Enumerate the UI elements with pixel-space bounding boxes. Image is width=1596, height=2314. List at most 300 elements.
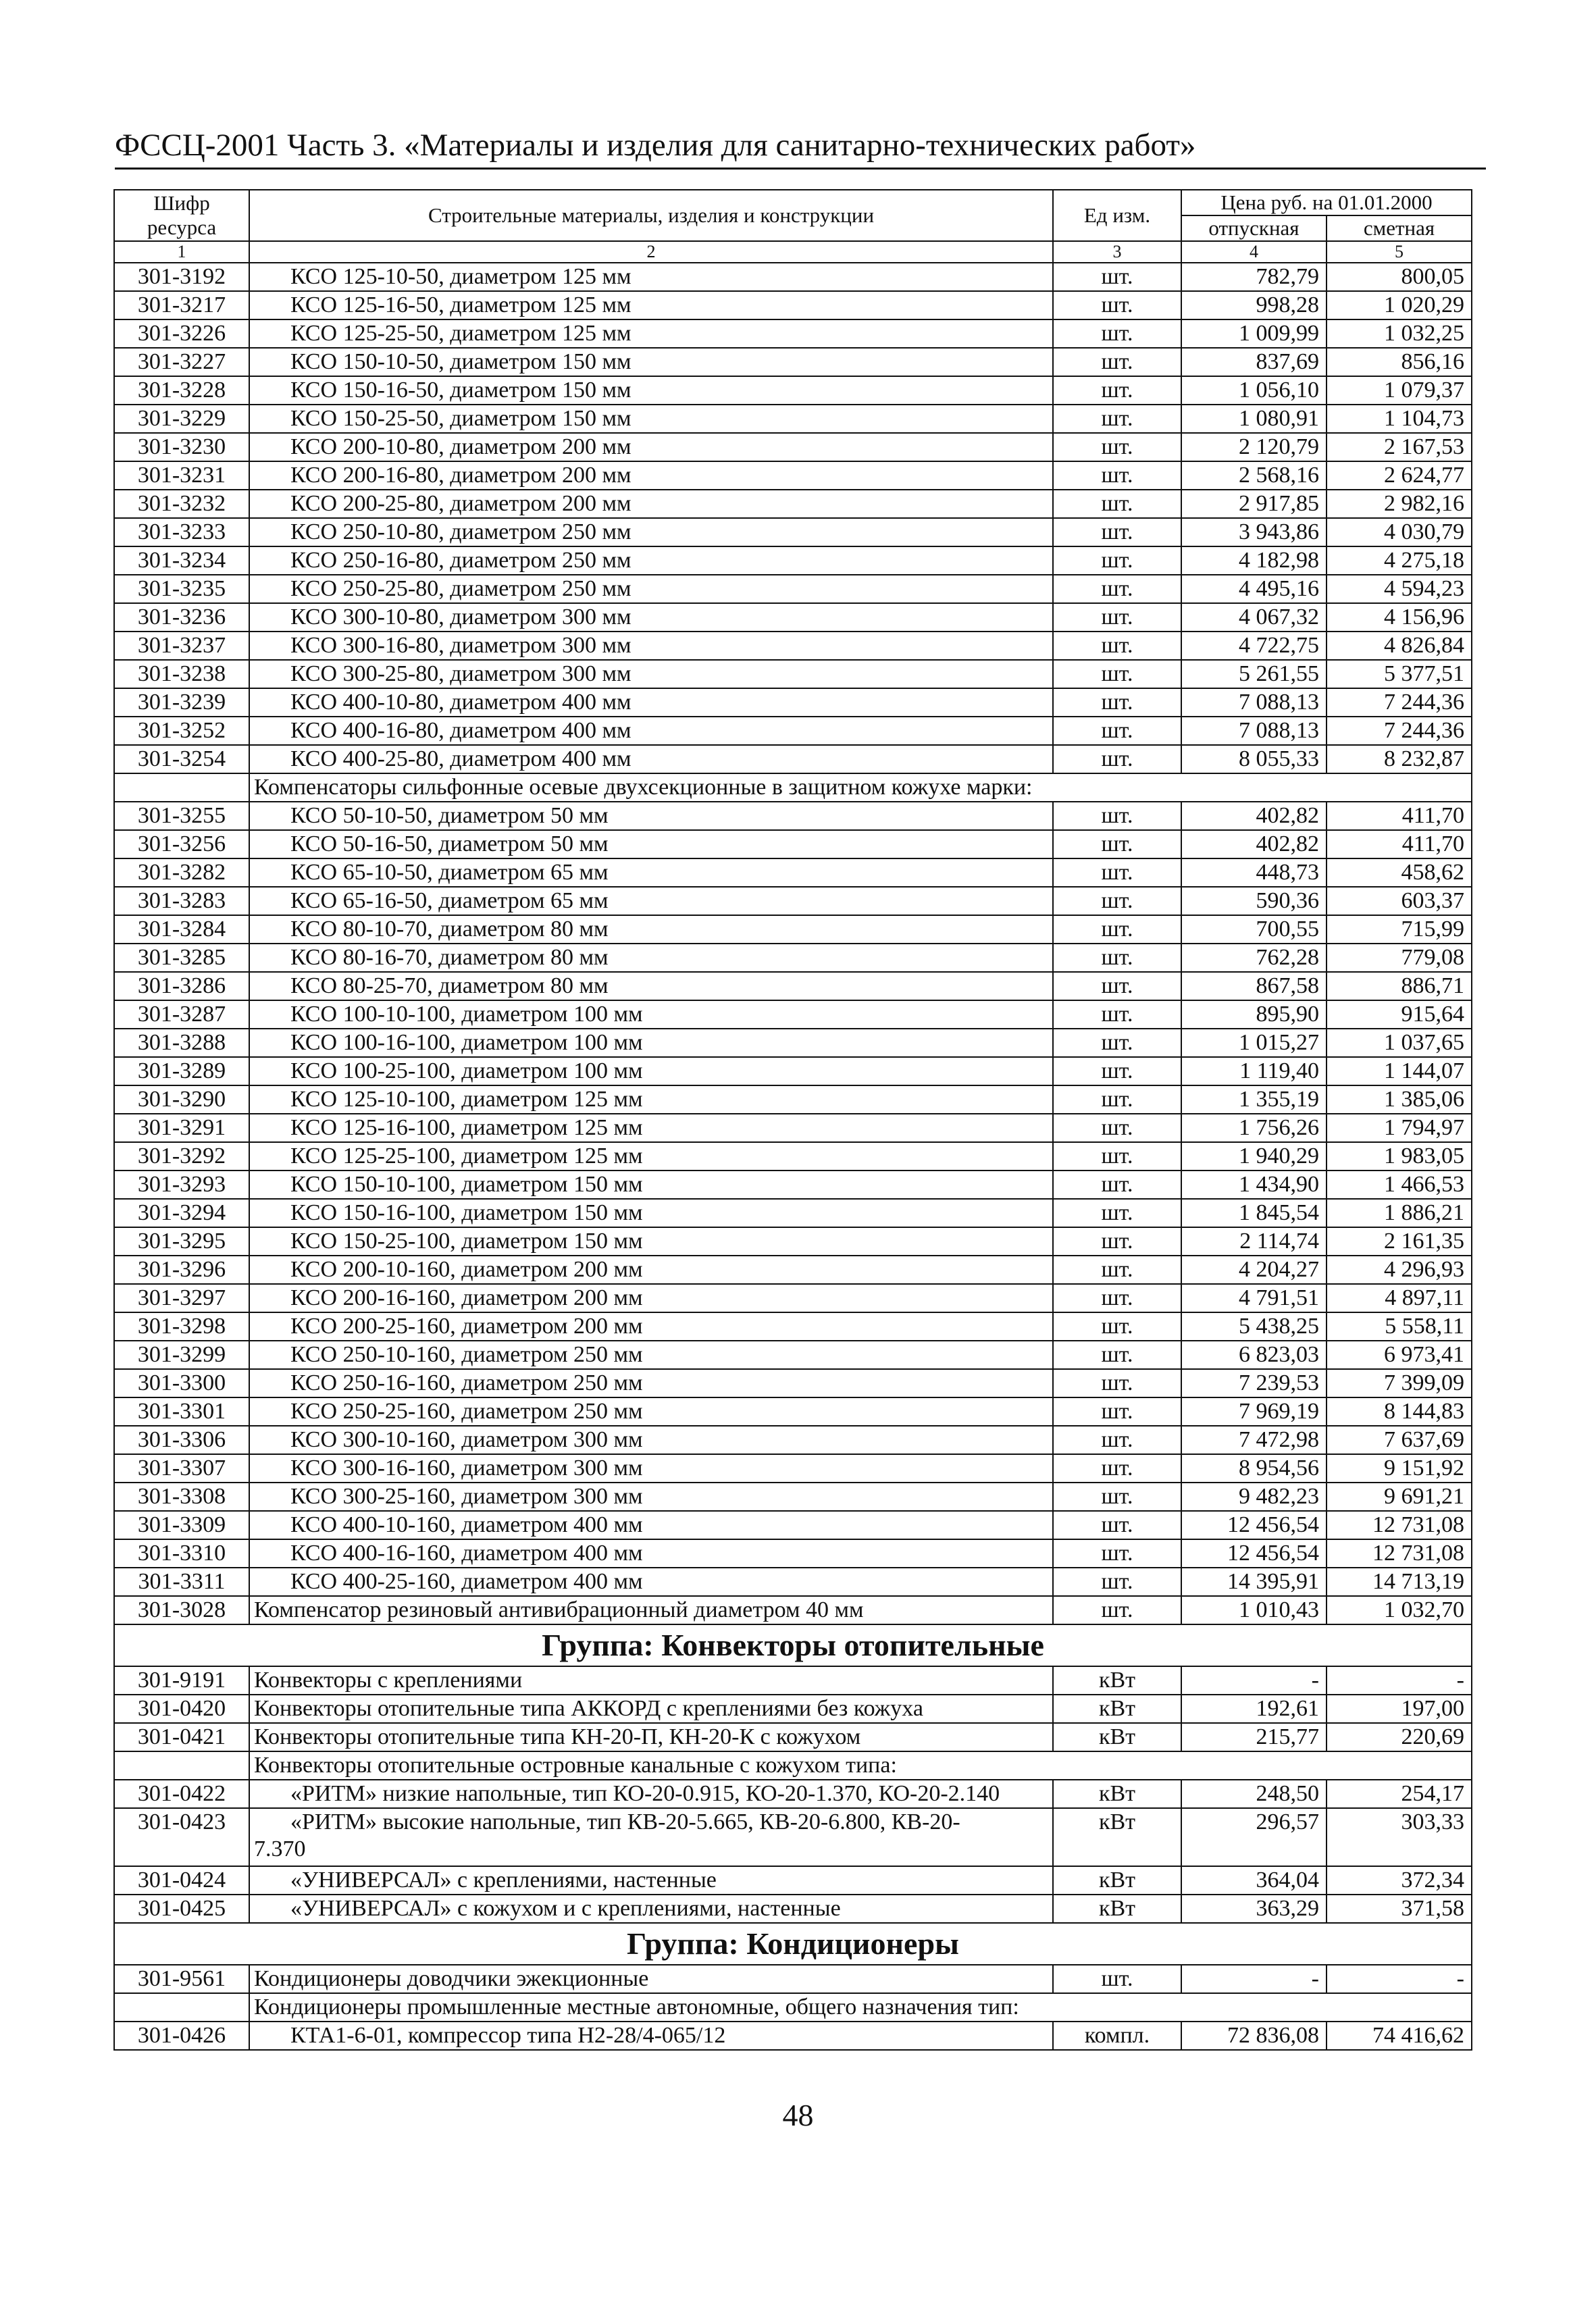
material-name (249, 1808, 1053, 1866)
estimate-price: 7 244,36 (1327, 717, 1472, 745)
table-row (114, 1596, 1472, 1624)
material-name: КСО 80-16-70, диаметром 80 мм (249, 944, 1053, 972)
unit: шт. (1053, 319, 1181, 348)
release-price: 782,79 (1181, 263, 1327, 291)
estimate-price: 4 826,84 (1327, 632, 1472, 660)
material-name: КСО 150-10-100, диаметром 150 мм (249, 1171, 1053, 1199)
material-name: Конвекторы отопительные типа АККОРД с креплениями без кожуха (249, 1695, 1053, 1723)
table-row (114, 1483, 1472, 1511)
table-row (114, 518, 1472, 546)
unit: кВт (1053, 1780, 1181, 1808)
table-row (114, 405, 1472, 433)
unit: шт. (1053, 1284, 1181, 1312)
table-row (114, 1397, 1472, 1426)
release-price: 3 943,86 (1181, 518, 1327, 546)
price-table (113, 189, 1472, 2051)
estimate-price: 9 691,21 (1327, 1483, 1472, 1511)
table-row (114, 1341, 1472, 1369)
table-row (114, 575, 1472, 603)
material-name: КСО 400-25-160, диаметром 400 мм (249, 1568, 1053, 1596)
release-price: 1 940,29 (1181, 1142, 1327, 1171)
unit: шт. (1053, 1312, 1181, 1341)
estimate-price: 4 156,96 (1327, 603, 1472, 632)
unit: шт. (1053, 1397, 1181, 1426)
resource-code: 301-3288 (114, 1029, 249, 1057)
estimate-price: 14 713,19 (1327, 1568, 1472, 1596)
table-row (114, 1199, 1472, 1227)
unit: шт. (1053, 1142, 1181, 1171)
estimate-price: 372,34 (1327, 1866, 1472, 1895)
subheading: Кондиционеры промышленные местные автономные, общего назначения тип: (249, 1993, 1472, 2022)
resource-code: 301-3284 (114, 915, 249, 944)
table-row (114, 1723, 1472, 1751)
unit: шт. (1053, 944, 1181, 972)
release-price: 2 568,16 (1181, 461, 1327, 490)
page-number: 48 (782, 2098, 814, 2132)
material-name: КСО 125-16-50, диаметром 125 мм (249, 291, 1053, 319)
table-row (114, 802, 1472, 830)
material-name: КСО 65-10-50, диаметром 65 мм (249, 858, 1053, 887)
resource-code: 301-3287 (114, 1000, 249, 1029)
estimate-price: 6 973,41 (1327, 1341, 1472, 1369)
resource-code: 301-3235 (114, 575, 249, 603)
unit: шт. (1053, 688, 1181, 717)
release-price: 1 015,27 (1181, 1029, 1327, 1057)
release-price: - (1181, 1965, 1327, 1993)
release-price: 1 010,43 (1181, 1596, 1327, 1624)
estimate-price: 5 377,51 (1327, 660, 1472, 688)
header-rule (115, 168, 1486, 170)
release-price: 12 456,54 (1181, 1539, 1327, 1568)
unit: шт. (1053, 915, 1181, 944)
unit: компл. (1053, 2022, 1181, 2050)
table-row (114, 1114, 1472, 1142)
material-name: КСО 300-25-160, диаметром 300 мм (249, 1483, 1053, 1511)
unit: кВт (1053, 1895, 1181, 1923)
unit: шт. (1053, 660, 1181, 688)
estimate-price: 7 244,36 (1327, 688, 1472, 717)
material-name: КСО 125-16-100, диаметром 125 мм (249, 1114, 1053, 1142)
unit: кВт (1053, 1666, 1181, 1695)
release-price: 1 080,91 (1181, 405, 1327, 433)
estimate-price: 4 275,18 (1327, 546, 1472, 575)
estimate-price: 1 032,70 (1327, 1596, 1472, 1624)
release-price: 9 482,23 (1181, 1483, 1327, 1511)
table-row (114, 688, 1472, 717)
table-row (114, 1171, 1472, 1199)
release-price: 5 261,55 (1181, 660, 1327, 688)
material-name: КСО 400-10-160, диаметром 400 мм (249, 1511, 1053, 1539)
resource-code: 301-3298 (114, 1312, 249, 1341)
unit: шт. (1053, 1199, 1181, 1227)
table-row (114, 263, 1472, 291)
release-price: 8 055,33 (1181, 745, 1327, 773)
unit: шт. (1053, 376, 1181, 405)
material-name: КСО 150-16-50, диаметром 150 мм (249, 376, 1053, 405)
material-name-line: «РИТМ» высокие напольные, тип КВ-20-5.665, КВ-20-6.800, КВ-20- (290, 1809, 960, 1834)
resource-code: 301-3028 (114, 1596, 249, 1624)
estimate-price: 800,05 (1327, 263, 1472, 291)
unit: шт. (1053, 1227, 1181, 1256)
resource-code: 301-3295 (114, 1227, 249, 1256)
estimate-price: 197,00 (1327, 1695, 1472, 1723)
release-price: 8 954,56 (1181, 1454, 1327, 1483)
estimate-price: 458,62 (1327, 858, 1472, 887)
resource-code: 301-3282 (114, 858, 249, 887)
resource-code: 301-3230 (114, 433, 249, 461)
price-table-container (113, 189, 1471, 2051)
resource-code: 301-3217 (114, 291, 249, 319)
material-name: КСО 100-10-100, диаметром 100 мм (249, 1000, 1053, 1029)
unit: шт. (1053, 263, 1181, 291)
table-header-row (114, 190, 1472, 215)
estimate-price: - (1327, 1666, 1472, 1695)
resource-code: 301-3307 (114, 1454, 249, 1483)
col-header-unit: Ед изм. (1053, 190, 1181, 241)
resource-code: 301-3238 (114, 660, 249, 688)
col-number: 4 (1181, 241, 1327, 263)
release-price: 448,73 (1181, 858, 1327, 887)
estimate-price: 915,64 (1327, 1000, 1472, 1029)
release-price: 837,69 (1181, 348, 1327, 376)
resource-code: 301-3239 (114, 688, 249, 717)
resource-code: 301-0426 (114, 2022, 249, 2050)
unit: шт. (1053, 1369, 1181, 1397)
unit: шт. (1053, 972, 1181, 1000)
table-body (114, 263, 1472, 2050)
estimate-price: 411,70 (1327, 802, 1472, 830)
material-name: КСО 300-16-160, диаметром 300 мм (249, 1454, 1053, 1483)
material-name: КСО 250-10-80, диаметром 250 мм (249, 518, 1053, 546)
resource-code: 301-3290 (114, 1085, 249, 1114)
table-row (114, 461, 1472, 490)
table-row (114, 490, 1472, 518)
release-price: 4 722,75 (1181, 632, 1327, 660)
unit: шт. (1053, 1539, 1181, 1568)
estimate-price: 1 144,07 (1327, 1057, 1472, 1085)
col-number: 1 (114, 241, 249, 263)
release-price: 4 495,16 (1181, 575, 1327, 603)
unit: шт. (1053, 1256, 1181, 1284)
table-row (114, 1369, 1472, 1397)
table-row (114, 1284, 1472, 1312)
table-row (114, 745, 1472, 773)
material-name: КСО 400-25-80, диаметром 400 мм (249, 745, 1053, 773)
material-name: КСО 200-25-160, диаметром 200 мм (249, 1312, 1053, 1341)
release-price: 867,58 (1181, 972, 1327, 1000)
material-name: КСО 200-10-80, диаметром 200 мм (249, 433, 1053, 461)
resource-code: 301-3291 (114, 1114, 249, 1142)
group-heading-row (114, 1923, 1472, 1965)
col-header-name: Строительные материалы, изделия и конструкции (249, 190, 1053, 241)
release-price: 4 067,32 (1181, 603, 1327, 632)
material-name: КСО 250-16-80, диаметром 250 мм (249, 546, 1053, 575)
estimate-price: 220,69 (1327, 1723, 1472, 1751)
release-price: 590,36 (1181, 887, 1327, 915)
release-price: 1 009,99 (1181, 319, 1327, 348)
release-price: - (1181, 1666, 1327, 1695)
table-row (114, 376, 1472, 405)
estimate-price: 886,71 (1327, 972, 1472, 1000)
estimate-price: 5 558,11 (1327, 1312, 1472, 1341)
material-name: КСО 100-25-100, диаметром 100 мм (249, 1057, 1053, 1085)
resource-code: 301-0423 (114, 1808, 249, 1866)
release-price: 402,82 (1181, 802, 1327, 830)
subheading: Конвекторы отопительные островные канальные с кожухом типа: (249, 1751, 1472, 1780)
resource-code: 301-3254 (114, 745, 249, 773)
material-name: КСО 400-16-80, диаметром 400 мм (249, 717, 1053, 745)
table-row (114, 887, 1472, 915)
estimate-price: 4 296,93 (1327, 1256, 1472, 1284)
resource-code: 301-3192 (114, 263, 249, 291)
release-price: 296,57 (1181, 1808, 1327, 1866)
material-name-line: 7.370 (254, 1836, 306, 1861)
unit: кВт (1053, 1695, 1181, 1723)
table-row (114, 1029, 1472, 1057)
release-price: 192,61 (1181, 1695, 1327, 1723)
resource-code: 301-3236 (114, 603, 249, 632)
table-row (114, 1511, 1472, 1539)
resource-code: 301-3231 (114, 461, 249, 490)
table-row (114, 1666, 1472, 1695)
table-row (114, 717, 1472, 745)
subheading: Компенсаторы сильфонные осевые двухсекционные в защитном кожухе марки: (249, 773, 1472, 802)
material-name: КСО 80-25-70, диаметром 80 мм (249, 972, 1053, 1000)
estimate-price: 7 637,69 (1327, 1426, 1472, 1454)
table-row (114, 1312, 1472, 1341)
estimate-price: 2 167,53 (1327, 433, 1472, 461)
unit: шт. (1053, 1426, 1181, 1454)
material-name: КСО 200-16-160, диаметром 200 мм (249, 1284, 1053, 1312)
resource-code: 301-3232 (114, 490, 249, 518)
material-name: КСО 150-16-100, диаметром 150 мм (249, 1199, 1053, 1227)
release-price: 7 088,13 (1181, 717, 1327, 745)
release-price: 895,90 (1181, 1000, 1327, 1029)
material-name: КСО 250-25-160, диаметром 250 мм (249, 1397, 1053, 1426)
resource-code: 301-3227 (114, 348, 249, 376)
estimate-price: 1 037,65 (1327, 1029, 1472, 1057)
material-name: КСО 400-16-160, диаметром 400 мм (249, 1539, 1053, 1568)
table-row (114, 830, 1472, 858)
material-name: КСО 250-16-160, диаметром 250 мм (249, 1369, 1053, 1397)
subheading-row (114, 1751, 1472, 1780)
table-row (114, 972, 1472, 1000)
material-name: Кондиционеры доводчики эжекционные (249, 1965, 1053, 1993)
estimate-price: 12 731,08 (1327, 1539, 1472, 1568)
release-price: 1 355,19 (1181, 1085, 1327, 1114)
resource-code: 301-3292 (114, 1142, 249, 1171)
col-header-price: Цена руб. на 01.01.2000 (1181, 190, 1472, 215)
unit: шт. (1053, 518, 1181, 546)
unit: шт. (1053, 1114, 1181, 1142)
release-price: 2 120,79 (1181, 433, 1327, 461)
table-row (114, 1808, 1472, 1866)
table-row (114, 1695, 1472, 1723)
table-row (114, 1142, 1472, 1171)
resource-code: 301-3301 (114, 1397, 249, 1426)
col-number: 3 (1053, 241, 1181, 263)
material-name: Конвекторы с креплениями (249, 1666, 1053, 1695)
estimate-price: 1 466,53 (1327, 1171, 1472, 1199)
estimate-price: 2 982,16 (1327, 490, 1472, 518)
unit: шт. (1053, 745, 1181, 773)
material-name: «УНИВЕРСАЛ» с креплениями, настенные (249, 1866, 1053, 1895)
unit: кВт (1053, 1866, 1181, 1895)
material-name: КСО 100-16-100, диаметром 100 мм (249, 1029, 1053, 1057)
release-price: 12 456,54 (1181, 1511, 1327, 1539)
unit: шт. (1053, 632, 1181, 660)
estimate-price: 4 594,23 (1327, 575, 1472, 603)
release-price: 1 845,54 (1181, 1199, 1327, 1227)
material-name: Конвекторы отопительные типа КН-20-П, КН-20-К с кожухом (249, 1723, 1053, 1751)
resource-code: 301-3294 (114, 1199, 249, 1227)
subheading-row (114, 1993, 1472, 2022)
unit: шт. (1053, 1454, 1181, 1483)
resource-code: 301-3308 (114, 1483, 249, 1511)
table-row (114, 2022, 1472, 2050)
material-name: КСО 150-25-50, диаметром 150 мм (249, 405, 1053, 433)
estimate-price: 8 232,87 (1327, 745, 1472, 773)
material-name: КСО 400-10-80, диаметром 400 мм (249, 688, 1053, 717)
material-name: КСО 300-25-80, диаметром 300 мм (249, 660, 1053, 688)
estimate-price: 1 983,05 (1327, 1142, 1472, 1171)
material-name: Компенсатор резиновый антивибрационный диаметром 40 мм (249, 1596, 1053, 1624)
release-price: 363,29 (1181, 1895, 1327, 1923)
material-name: КСО 200-16-80, диаметром 200 мм (249, 461, 1053, 490)
table-row (114, 348, 1472, 376)
resource-code: 301-0420 (114, 1695, 249, 1723)
unit: шт. (1053, 1483, 1181, 1511)
estimate-price: 1 020,29 (1327, 291, 1472, 319)
estimate-price: 1 079,37 (1327, 376, 1472, 405)
estimate-price: 856,16 (1327, 348, 1472, 376)
table-row (114, 1085, 1472, 1114)
estimate-price: 2 161,35 (1327, 1227, 1472, 1256)
material-name: КСО 50-10-50, диаметром 50 мм (249, 802, 1053, 830)
material-name: КСО 80-10-70, диаметром 80 мм (249, 915, 1053, 944)
release-price: 700,55 (1181, 915, 1327, 944)
resource-code: 301-0421 (114, 1723, 249, 1751)
resource-code: 301-0425 (114, 1895, 249, 1923)
release-price: 7 969,19 (1181, 1397, 1327, 1426)
table-row (114, 1000, 1472, 1029)
estimate-price: 1 886,21 (1327, 1199, 1472, 1227)
resource-code: 301-3289 (114, 1057, 249, 1085)
material-name: КСО 300-10-160, диаметром 300 мм (249, 1426, 1053, 1454)
unit: шт. (1053, 490, 1181, 518)
table-row (114, 1227, 1472, 1256)
table-row (114, 1426, 1472, 1454)
resource-code: 301-3237 (114, 632, 249, 660)
estimate-price: 411,70 (1327, 830, 1472, 858)
material-name: КСО 50-16-50, диаметром 50 мм (249, 830, 1053, 858)
unit: шт. (1053, 348, 1181, 376)
estimate-price: 74 416,62 (1327, 2022, 1472, 2050)
unit: шт. (1053, 575, 1181, 603)
release-price: 5 438,25 (1181, 1312, 1327, 1341)
unit: шт. (1053, 603, 1181, 632)
table-row (114, 1256, 1472, 1284)
material-name: КСО 200-25-80, диаметром 200 мм (249, 490, 1053, 518)
unit: шт. (1053, 433, 1181, 461)
table-row (114, 1780, 1472, 1808)
subheading-row (114, 773, 1472, 802)
resource-code: 301-3228 (114, 376, 249, 405)
unit: шт. (1053, 1511, 1181, 1539)
estimate-price: 12 731,08 (1327, 1511, 1472, 1539)
release-price: 248,50 (1181, 1780, 1327, 1808)
group-heading: Группа: Кондиционеры (114, 1923, 1472, 1965)
resource-code: 301-3252 (114, 717, 249, 745)
unit: шт. (1053, 887, 1181, 915)
unit: шт. (1053, 1085, 1181, 1114)
estimate-price: 1 104,73 (1327, 405, 1472, 433)
table-row (114, 1866, 1472, 1895)
release-price: 1 756,26 (1181, 1114, 1327, 1142)
table-row (114, 603, 1472, 632)
resource-code: 301-9561 (114, 1965, 249, 1993)
estimate-price: 715,99 (1327, 915, 1472, 944)
table-row (114, 1568, 1472, 1596)
material-name: КСО 65-16-50, диаметром 65 мм (249, 887, 1053, 915)
unit: шт. (1053, 1568, 1181, 1596)
resource-code: 301-3296 (114, 1256, 249, 1284)
estimate-price: 371,58 (1327, 1895, 1472, 1923)
table-row (114, 1454, 1472, 1483)
unit: шт. (1053, 858, 1181, 887)
subheading-spacer (114, 773, 249, 802)
material-name: КСО 125-10-50, диаметром 125 мм (249, 263, 1053, 291)
col-header-release: отпускная (1181, 215, 1327, 241)
table-row (114, 858, 1472, 887)
unit: шт. (1053, 405, 1181, 433)
material-name: КСО 200-10-160, диаметром 200 мм (249, 1256, 1053, 1284)
estimate-price: 303,33 (1327, 1808, 1472, 1866)
release-price: 14 395,91 (1181, 1568, 1327, 1596)
table-row (114, 1539, 1472, 1568)
estimate-price: 1 385,06 (1327, 1085, 1472, 1114)
estimate-price: 1 032,25 (1327, 319, 1472, 348)
resource-code: 301-3306 (114, 1426, 249, 1454)
resource-code: 301-3311 (114, 1568, 249, 1596)
resource-code: 301-0424 (114, 1866, 249, 1895)
resource-code: 301-3293 (114, 1171, 249, 1199)
resource-code: 301-3297 (114, 1284, 249, 1312)
resource-code: 301-3226 (114, 319, 249, 348)
estimate-price: 603,37 (1327, 887, 1472, 915)
table-row (114, 546, 1472, 575)
release-price: 7 472,98 (1181, 1426, 1327, 1454)
group-heading: Группа: Конвекторы отопительные (114, 1624, 1472, 1666)
release-price: 4 204,27 (1181, 1256, 1327, 1284)
estimate-price: 8 144,83 (1327, 1397, 1472, 1426)
unit: шт. (1053, 1171, 1181, 1199)
release-price: 4 182,98 (1181, 546, 1327, 575)
unit: шт. (1053, 546, 1181, 575)
group-heading-row (114, 1624, 1472, 1666)
unit: шт. (1053, 830, 1181, 858)
column-number-row (114, 241, 1472, 263)
release-price: 6 823,03 (1181, 1341, 1327, 1369)
material-name: КСО 125-25-50, диаметром 125 мм (249, 319, 1053, 348)
resource-code: 301-3233 (114, 518, 249, 546)
estimate-price: 254,17 (1327, 1780, 1472, 1808)
unit: шт. (1053, 1965, 1181, 1993)
release-price: 1 434,90 (1181, 1171, 1327, 1199)
col-header-estimate: сметная (1327, 215, 1472, 241)
unit: шт. (1053, 1000, 1181, 1029)
release-price: 7 239,53 (1181, 1369, 1327, 1397)
